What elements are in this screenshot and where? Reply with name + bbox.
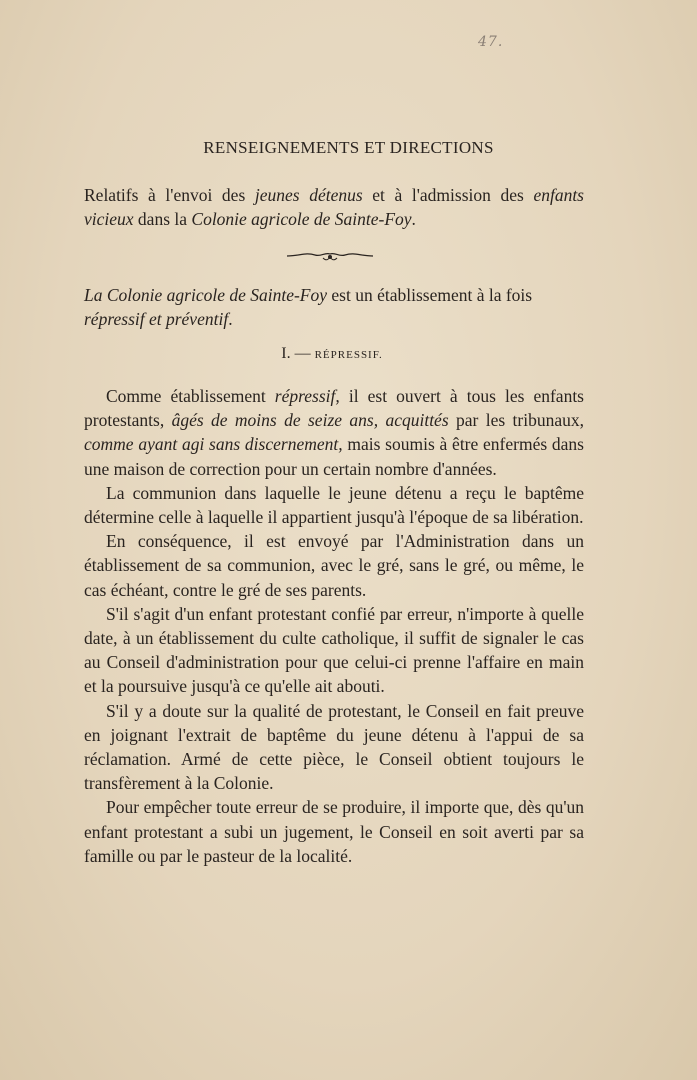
intro-emphasis: répressif et préventif [84,309,229,329]
paragraph-emphasis: comme ayant agi sans discernement, [84,434,343,455]
paragraph-emphasis: répressif, [274,386,340,406]
paragraph-1 [84,384,584,481]
paragraph-6: Pour empêcher toute erreur de se produire, il importe que, dès qu'un enfant protestant a subi un jugement, le Conseil en soit averti par sa famille ou par le pasteur de la localité. [84,797,584,866]
paragraph-text: il est ouvert à tous les enfants protestants, [84,386,584,431]
subtitle-text: dans la [133,209,192,229]
body-text [84,384,584,868]
paragraph-emphasis: âgés de moins de seize ans, acquittés [171,410,449,431]
subtitle-emphasis: jeunes détenus [254,185,363,205]
subtitle-text: . [411,209,416,229]
subtitle-emphasis: Colonie agricole de Sainte-Foy [191,209,412,229]
ornament-divider [285,249,375,263]
intro-emphasis: La Colonie agricole de Sainte-Foy [84,285,328,305]
intro-text: est un établissement à la fois [327,285,533,305]
section-numeral: I. — [281,345,311,362]
paragraph-5: S'il y a doute sur la qualité de protestant, le Conseil en fait preuve en joignant l'extrait de baptême du jeune détenu à l'appui de sa réclamation. Armé de cette pièce, le Conseil obtient toujours le transfèrement à la Colonie. [84,700,584,794]
paragraph-text: mais soumis à être enfermés dans une maison de correction pour un certain nombre d'années. [84,434,584,479]
intro-paragraph [84,283,576,331]
intro-text: . [228,309,233,329]
page-title: RENSEIGNEMENTS ET DIRECTIONS [203,138,494,157]
section-label: RÉPRESSIF. [314,349,383,361]
paragraph-text: par les tribunaux, [448,410,584,431]
subtitle-text: et à l'admission des [362,185,534,205]
subtitle-emphasis: enfants vicieux [84,185,584,229]
section-heading [0,345,664,363]
handwritten-page-number: 47. [478,34,504,50]
paragraph-3: En conséquence, il est envoyé par l'Administration dans un établissement de sa communion, avec le gré, sans le gré, ou même, le cas échéant, contre le gré de ses parents. [84,531,584,600]
subtitle [84,183,584,231]
subtitle-text: Relatifs à l'envoi des [84,185,255,205]
paragraph-2: La communion dans laquelle le jeune détenu a reçu le baptême détermine celle à laquelle il appartient jusqu'à l'époque de sa libération. [84,482,584,528]
paragraph-text: Comme établissement [106,386,275,406]
paragraph-4: S'il s'agit d'un enfant protestant confié par erreur, n'importe à quelle date, à un établissement du culte catholique, il suffit de signaler le cas au Conseil d'administration pour que celui-ci prenne l'affaire en main et la poursuive jusqu'à ce qu'elle ait abouti. [84,603,584,697]
